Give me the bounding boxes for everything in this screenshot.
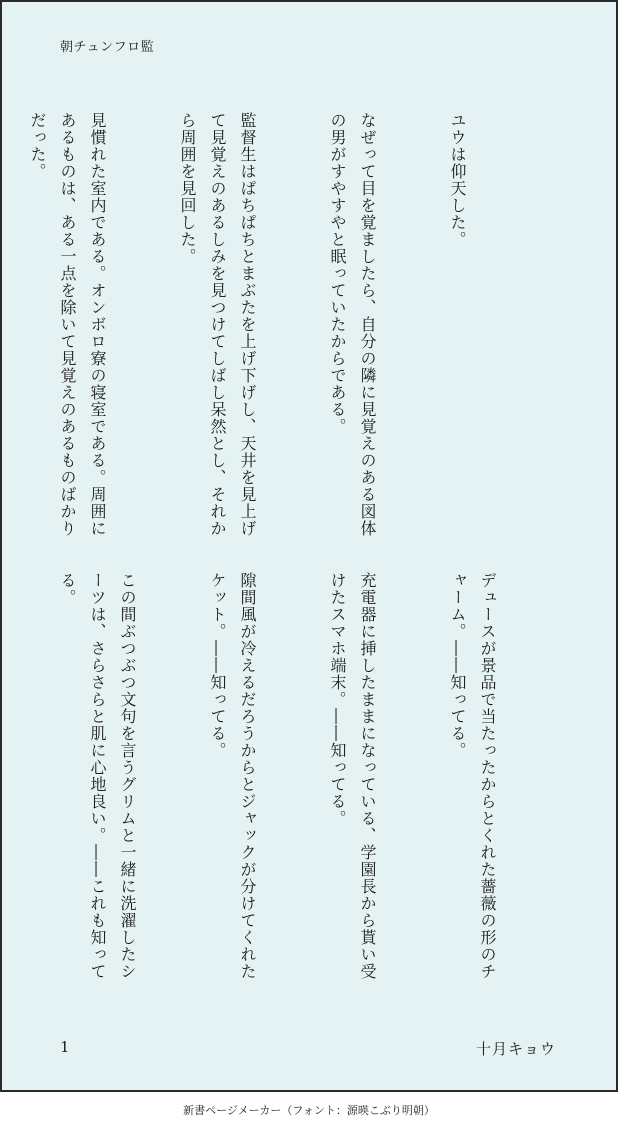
paragraph: ユウは仰天した。 [448,112,467,248]
generator-credit: 新書ページメーカー（フォント：源暎こぶり明朝） [183,1104,435,1117]
text-block-upper [0,112,532,542]
paragraph: 監督生はぱちぱちとまぶたを上げ下げし、天井を見上げて見覚えのあるしみを見つけてしばし呆然とし、それから周囲を見回した。 [178,112,257,537]
author-name: 十月キョウ [475,1040,556,1058]
paragraph: なぜって目を覚ましたら、自分の隣に見覚えのある図体の男がすやすやと眠っていたからである。 [328,112,377,537]
paragraph: デュースが景品で当たったからとくれた薔薇の形のチャーム。――知ってる。 [448,572,497,980]
running-title: 朝チュンフロ監 [60,40,155,55]
paragraph: 充電器に挿したままになっている、学園長から貰い受けたスマホ端末。――知ってる。 [328,572,377,980]
paragraph: この間ぶつぶつ文句を言うグリムと一緒に洗濯したシーツは、さらさらと肌に心地良い。――これも知ってる。 [58,572,137,980]
paragraph: 見慣れた室内である。オンボロ寮の寝室である。周囲にあるものは、ある一点を除いて見覚えのあるものばかりだった。 [28,112,107,537]
page-number: 1 [60,1038,70,1056]
paragraph: 隙間風が冷えるだろうからとジャックが分けてくれたケット。――知ってる。 [208,572,257,980]
text-block-lower [0,572,562,992]
